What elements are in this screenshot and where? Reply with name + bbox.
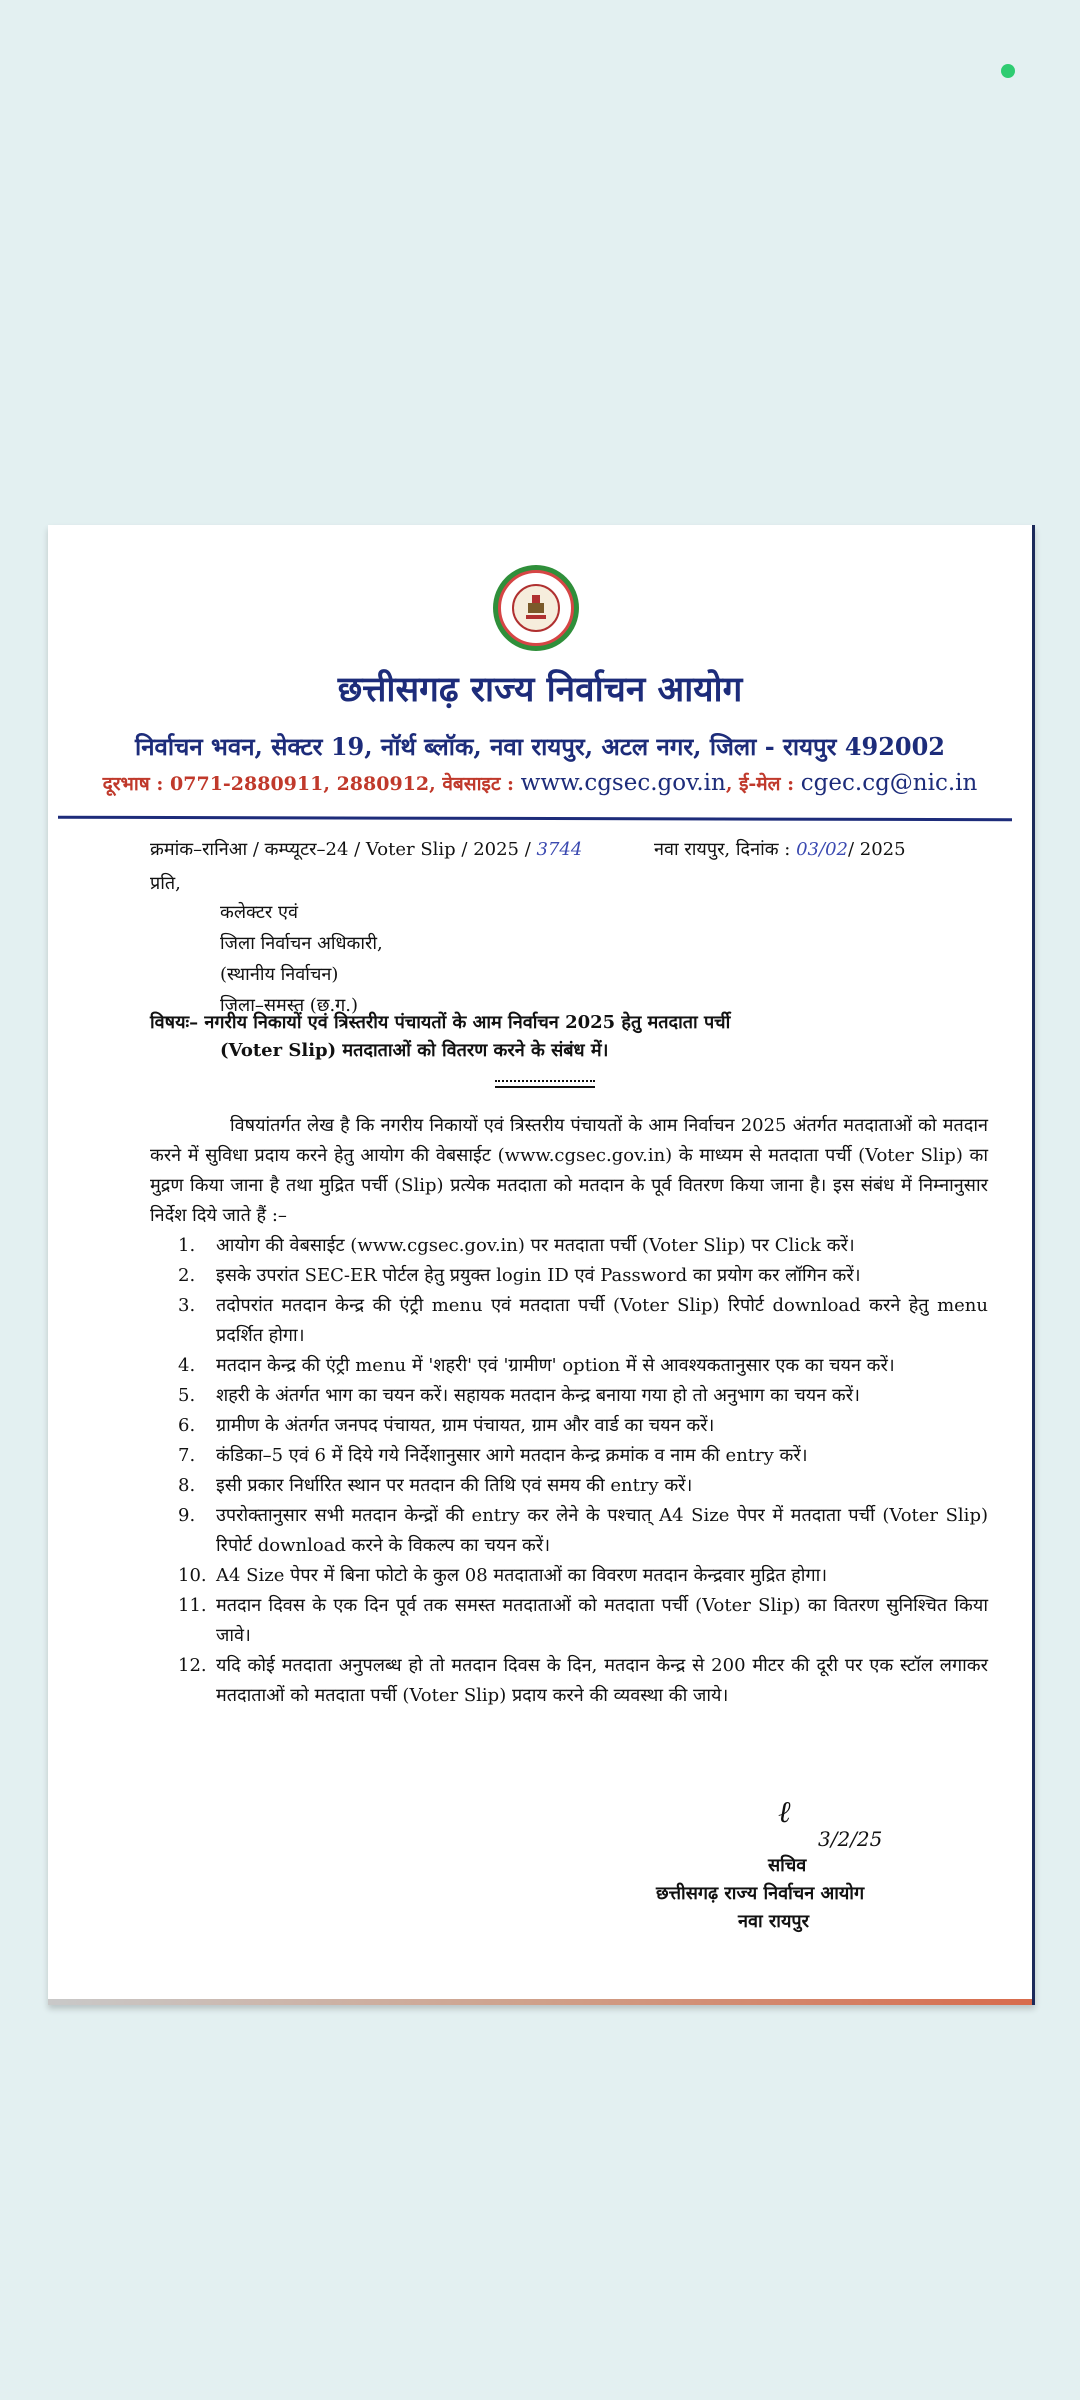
email-label: , ई-मेल : — [725, 773, 801, 795]
list-item: 8. इसी प्रकार निर्धारित स्थान पर मतदान की तिथि एवं समय की entry करें। — [178, 1475, 693, 1496]
reference-line — [150, 837, 970, 861]
website-link[interactable]: www.cgsec.gov.in — [520, 770, 726, 796]
recipient-line: (स्थानीय निर्वाचन) — [220, 964, 339, 985]
list-item: 11. मतदान दिवस के एक दिन पूर्व तक समस्त मतदाताओं को मतदाता पर्ची (Voter Slip) का वितरण सुनिश्चित किया जावे। — [178, 1595, 988, 1646]
subject-line-2: (Voter Slip) मतदाताओं को वितरण करने के संबंध में। — [220, 1040, 609, 1061]
recipient-prefix: प्रति, — [150, 873, 181, 894]
signatory-title: सचिव — [768, 1855, 807, 1876]
recipient-block — [220, 897, 383, 1021]
subject-block — [150, 1009, 986, 1065]
phone-text: दूरभाष : 0771-2880911, 2880912, वेबसाइट : — [102, 773, 521, 795]
letterhead-title: छत्तीसगढ़ राज्य निर्वाचन आयोग — [337, 669, 743, 710]
place-date: नवा रायपुर, दिनांक : 03/02/ 2025 — [654, 839, 906, 860]
list-item: 5. शहरी के अंतर्गत भाग का चयन करें। सहायक मतदान केन्द्र बनाया गया हो तो अनुभाग का चयन करें। — [178, 1385, 860, 1406]
subject-line-1: विषयः– नगरीय निकायों एवं त्रिस्तरीय पंचायतों के आम निर्वाचन 2025 हेतु मतदाता पर्ची — [150, 1012, 731, 1033]
list-item: 2. इसके उपरांत SEC-ER पोर्टल हेतु प्रयुक्त login ID एवं Password का प्रयोग कर लॉगिन करें। — [178, 1265, 861, 1286]
recipient-line: कलेक्टर एवं — [220, 902, 298, 923]
email-link[interactable]: cgec.cg@nic.in — [800, 770, 978, 796]
list-item: 4. मतदान केन्द्र की एंट्री menu में 'शहरी' एवं 'ग्रामीण' option में से आवश्यकतानुसार एक का चयन करें। — [178, 1355, 895, 1376]
signature-date: 3/2/25 — [818, 1827, 883, 1851]
signatory-city: नवा रायपुर — [738, 1911, 809, 1932]
list-item: 10. A4 Size पेपर में बिना फोटो के कुल 08 मतदाताओं का विवरण मतदान केन्द्रवार मुद्रित होगा। — [178, 1565, 828, 1586]
recipient-line: जिला–समस्त (छ.ग.) — [220, 995, 359, 1016]
reference-number: क्रमांक–रानिआ / कम्प्यूटर–24 / Voter Slip / 2025 / — [150, 839, 537, 860]
letterhead-contact — [48, 770, 1032, 796]
subject-underline-ornament — [495, 1080, 595, 1088]
reference-number-handwritten: 3744 — [536, 839, 583, 860]
date-handwritten: 03/02 — [796, 839, 848, 860]
body-paragraph: विषयांतर्गत लेख है कि नगरीय निकायों एवं त्रिस्तरीय पंचायतों के आम निर्वाचन 2025 अंतर्गत मतदाताओं को मतदान करने में सुविधा प्रदाय करने हेतु आयोग की वेबसाईट (www.cgsec.gov.in) के माध्यम से मतदाता पर्ची (Voter Slip) का मुद्रण किया जाना है तथा मुद्रित पर्ची (Slip) प्रत्येक मतदाता को मतदान के पूर्व वितरण किया जाना है। इस संबंध में निम्नानुसार निर्देश दिये जाते हैं :– — [150, 1115, 988, 1226]
recipient-line: जिला निर्वाचन अधिकारी, — [220, 933, 383, 954]
emblem-seal-icon — [493, 565, 579, 651]
instructions-list — [178, 1231, 988, 1711]
list-item: 7. कंडिका–5 एवं 6 में दिये गये निर्देशानुसार आगे मतदान केन्द्र क्रमांक व नाम की entry करें। — [178, 1445, 808, 1466]
signature-mark-icon: ℓ — [778, 1795, 791, 1830]
header-divider — [58, 816, 1012, 821]
document-page — [48, 525, 1035, 2005]
page-bottom-edge — [48, 1999, 1032, 2005]
status-dot-icon — [1001, 64, 1015, 78]
letterhead-address: निर्वाचन भवन, सेक्टर 19, नॉर्थ ब्लॉक, नवा रायपुर, अटल नगर, जिला - रायपुर 492002 — [134, 732, 946, 761]
list-item: 12. यदि कोई मतदाता अनुपलब्ध हो तो मतदान दिवस के दिन, मतदान केन्द्र से 200 मीटर की दूरी पर एक स्टॉल लगाकर मतदाताओं को मतदाता पर्ची (Voter Slip) प्रदाय करने की व्यवस्था की जाये। — [178, 1655, 988, 1706]
list-item: 3. तदोपरांत मतदान केन्द्र की एंट्री menu एवं मतदाता पर्ची (Voter Slip) रिपोर्ट download करने हेतु menu प्रदर्शित होगा। — [178, 1295, 988, 1346]
signatory-org: छत्तीसगढ़ राज्य निर्वाचन आयोग — [656, 1883, 865, 1904]
list-item: 1. आयोग की वेबसाईट (www.cgsec.gov.in) पर मतदाता पर्ची (Voter Slip) पर Click करें। — [178, 1235, 855, 1256]
list-item: 9. उपरोक्तानुसार सभी मतदान केन्द्रों की entry कर लेने के पश्चात् A4 Size पेपर में मतदाता पर्ची (Voter Slip) रिपोर्ट download करने के विकल्प का चयन करें। — [178, 1505, 988, 1556]
list-item: 6. ग्रामीण के अंतर्गत जनपद पंचायत, ग्राम पंचायत, ग्राम और वार्ड का चयन करें। — [178, 1415, 715, 1436]
